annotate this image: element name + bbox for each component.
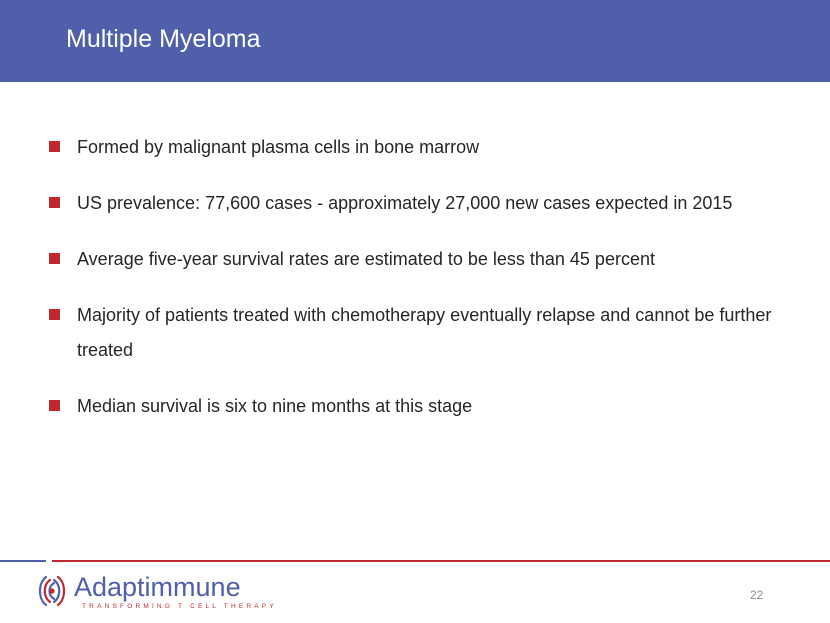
page-number: 22 — [750, 588, 764, 602]
adaptimmune-logo-icon — [32, 573, 72, 609]
bullet-list — [49, 130, 799, 445]
footer-divider-red — [52, 560, 830, 562]
slide-title: Multiple Myeloma — [66, 25, 261, 53]
bullet-text: US prevalence: 77,600 cases - approximately 27,000 new cases expected in 2015 — [77, 193, 733, 213]
company-logo — [32, 573, 277, 613]
bullet-square-icon — [49, 400, 60, 411]
logo-name: Adaptimmune — [74, 572, 241, 602]
bullet-text: Average five-year survival rates are estimated to be less than 45 percent — [77, 249, 655, 269]
logo-tagline: TRANSFORMING T CELL THERAPY — [82, 603, 277, 610]
bullet-item — [49, 298, 799, 368]
footer-divider-blue — [0, 560, 46, 562]
bullet-item — [49, 186, 799, 221]
bullet-square-icon — [49, 197, 60, 208]
bullet-text: Median survival is six to nine months at this stage — [77, 396, 473, 416]
bullet-square-icon — [49, 141, 60, 152]
bullet-square-icon — [49, 309, 60, 320]
bullet-item — [49, 130, 799, 165]
bullet-item — [49, 242, 799, 277]
title-bar — [0, 0, 830, 82]
bullet-text: Majority of patients treated with chemotherapy eventually relapse and cannot be further treated — [77, 305, 772, 360]
bullet-text: Formed by malignant plasma cells in bone marrow — [77, 137, 480, 157]
bullet-item — [49, 389, 799, 424]
bullet-square-icon — [49, 253, 60, 264]
